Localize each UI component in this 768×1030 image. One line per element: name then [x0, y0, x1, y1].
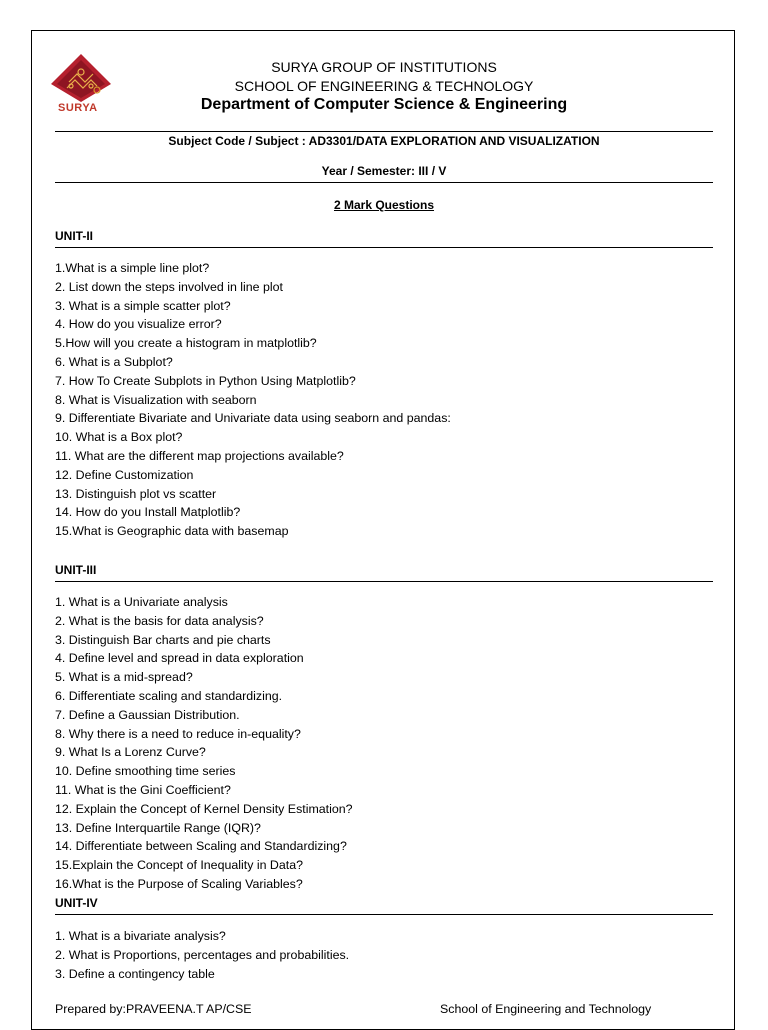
logo-text: SURYA	[58, 102, 98, 114]
department-name: Department of Computer Science & Engineering	[200, 96, 568, 113]
institution-name: SURYA GROUP OF INSTITUTIONS	[271, 59, 497, 75]
question-item: 12. Define Customization	[55, 467, 194, 482]
unit-heading: UNIT-IV	[55, 896, 713, 915]
unit-heading: UNIT-II	[55, 229, 713, 248]
question-item: 11. What is the Gini Coefficient?	[55, 782, 231, 797]
school-name: SCHOOL OF ENGINEERING & TECHNOLOGY	[234, 78, 534, 94]
question-item: 1. What is a Univariate analysis	[55, 595, 228, 609]
question-item: 12. Explain the Concept of Kernel Density Estimation?	[55, 801, 353, 816]
question-item: 4. How do you visualize error?	[55, 317, 222, 332]
unit-heading: UNIT-III	[55, 563, 713, 582]
question-item: 5.How will you create a histogram in matplotlib?	[55, 336, 317, 351]
question-item: 2. List down the steps involved in line plot	[55, 279, 283, 294]
question-item: 15.What is Geographic data with basemap	[55, 524, 289, 539]
question-list-unit-3	[55, 593, 715, 894]
question-item: 6. What is a Subplot?	[55, 354, 173, 369]
questions-title: 2 Mark Questions	[333, 198, 435, 212]
question-list-unit-2	[55, 259, 715, 541]
question-item: 10. What is a Box plot?	[55, 430, 183, 445]
question-item: 14. Differentiate between Scaling and Standardizing?	[55, 839, 347, 854]
question-item: 7. Define a Gaussian Distribution.	[55, 707, 240, 722]
subject-line: Subject Code / Subject : AD3301/DATA EXPLORATION AND VISUALIZATION	[168, 134, 600, 148]
question-item: 8. Why there is a need to reduce in-equality?	[55, 726, 301, 741]
divider	[55, 131, 713, 132]
question-item: 6. Differentiate scaling and standardizing.	[55, 688, 283, 703]
question-item: 9. What Is a Lorenz Curve?	[55, 745, 206, 760]
question-item: 2. What is the basis for data analysis?	[55, 613, 264, 628]
question-item: 4. Define level and spread in data exploration	[55, 651, 304, 666]
question-item: 2. What is Proportions, percentages and probabilities.	[55, 947, 350, 962]
prepared-by: Prepared by:PRAVEENA.T AP/CSE	[55, 1002, 252, 1016]
question-item: 15.Explain the Concept of Inequality in Data?	[55, 858, 303, 873]
question-item: 11. What are the different map projections available?	[55, 448, 344, 463]
question-item: 13. Distinguish plot vs scatter	[55, 486, 217, 501]
question-list-unit-4	[55, 927, 715, 983]
question-item: 9. Differentiate Bivariate and Univariate data using seaborn and pandas:	[55, 411, 451, 426]
question-item: 16.What is the Purpose of Scaling Variables?	[55, 876, 303, 891]
question-item: 5. What is a mid-spread?	[55, 670, 193, 685]
question-item: 1.What is a simple line plot?	[55, 261, 210, 275]
question-item: 13. Define Interquartile Range (IQR)?	[55, 820, 261, 835]
question-item: 10. Define smoothing time series	[55, 764, 236, 779]
footer-school: School of Engineering and Technology	[440, 1002, 652, 1016]
question-item: 1. What is a bivariate analysis?	[55, 929, 226, 943]
question-item: 3. Distinguish Bar charts and pie charts	[55, 632, 271, 647]
question-item: 8. What is Visualization with seaborn	[55, 392, 257, 407]
question-item: 7. How To Create Subplots in Python Using Matplotlib?	[55, 373, 356, 388]
year-semester-line: Year / Semester: III / V	[321, 164, 447, 178]
question-item: 14. How do you Install Matplotlib?	[55, 505, 241, 520]
question-item: 3. Define a contingency table	[55, 966, 215, 981]
question-item: 3. What is a simple scatter plot?	[55, 298, 231, 313]
divider	[55, 182, 713, 183]
